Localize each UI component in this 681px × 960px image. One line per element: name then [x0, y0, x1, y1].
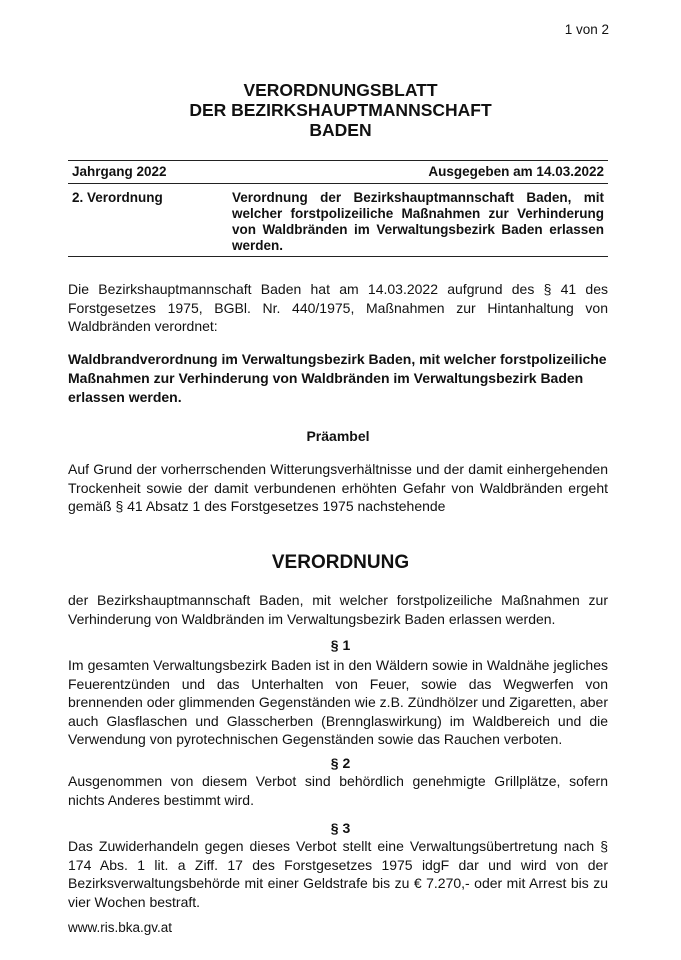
praeambel-heading: Präambel — [306, 428, 370, 444]
header-row-issue — [68, 161, 608, 184]
verordnung-description: Verordnung der Bezirkshauptmannschaft Baden, mit welcher forstpolizeiliche Maßnahmen zur Verhinderung von Waldbränden im Verwaltungsbezirk Baden erlassen werden. — [232, 190, 604, 253]
ausgegeben-date: Ausgegeben am 14.03.2022 — [428, 164, 604, 179]
section-3-label: § 3 — [330, 820, 351, 836]
page-number: 1 von 2 — [564, 22, 609, 37]
footer-url: www.ris.bka.gv.at — [68, 920, 173, 935]
section-2-label: § 2 — [330, 755, 351, 771]
section-1-text: Im gesamten Verwaltungsbezirk Baden ist in den Wäldern sowie in Waldnähe jegliches Feuerentzünden und das Unterhalten von Feuer, sowie das Wegwerfen von brennenden oder glimmenden Gegenständen wie z.B. Zündhölzer und Zigaretten, aber auch Glasflaschen und Glasscherben (Brennglaswirkung) im Waldbereich und die Verwendung von pyrotechnischen Gegenständen sowie das Rauchen verboten. — [68, 657, 608, 747]
section-2-text: Ausgenommen von diesem Verbot sind behördlich genehmigte Grillplätze, sofern nichts Anderes bestimmt wird. — [68, 773, 608, 808]
intro-paragraph: Die Bezirkshauptmannschaft Baden hat am 14.03.2022 aufgrund des § 41 des Forstgesetzes 1975, BGBl. Nr. 440/1975, Maßnahmen zur Hintanhaltung von Waldbränden verordnet: — [68, 281, 608, 334]
title-line-1: VERORDNUNGSBLATT — [243, 80, 438, 100]
document-title — [0, 80, 681, 140]
verordnung-heading: VERORDNUNG — [271, 552, 410, 573]
header-row-verordnung — [68, 184, 608, 256]
verordnung-intro: der Bezirkshauptmannschaft Baden, mit welcher forstpolizeiliche Maßnahmen zur Verhinderung von Waldbränden im Verwaltungsbezirk Baden erlassen werden. — [68, 592, 608, 627]
regulation-bold-title: Waldbrandverordnung im Verwaltungsbezirk Baden, mit welcher forstpolizeiliche Maßnahmen zur Verhinderung von Waldbränden im Verwaltungsbezirk Baden erlassen werden. — [68, 351, 607, 405]
section-3-text: Das Zuwiderhandeln gegen dieses Verbot stellt eine Verwaltungsübertretung nach § 174 Abs. 1 lit. a Ziff. 17 des Forstgesetzes 1975 idgF dar und wird von der Bezirksverwaltungsbehörde mit einer Geldstrafe bis zu € 7.270,- oder mit Arrest bis zu vier Wochen bestraft. — [68, 838, 608, 910]
praeambel-text: Auf Grund der vorherrschenden Witterungsverhältnisse und der damit einhergehenden Trockenheit sowie der damit verbundenen erhöhten Gefahr von Waldbränden ergeht gemäß § 41 Absatz 1 des Forstgesetzes 1975 nachstehende — [68, 461, 608, 514]
title-line-2: DER BEZIRKSHAUPTMANNSCHAFT — [189, 100, 492, 120]
verordnung-number: 2. Verordnung — [72, 190, 163, 205]
title-line-3: BADEN — [309, 120, 372, 140]
jahrgang: Jahrgang 2022 — [72, 164, 167, 179]
header-table — [68, 160, 608, 257]
section-1-label: § 1 — [330, 637, 351, 653]
